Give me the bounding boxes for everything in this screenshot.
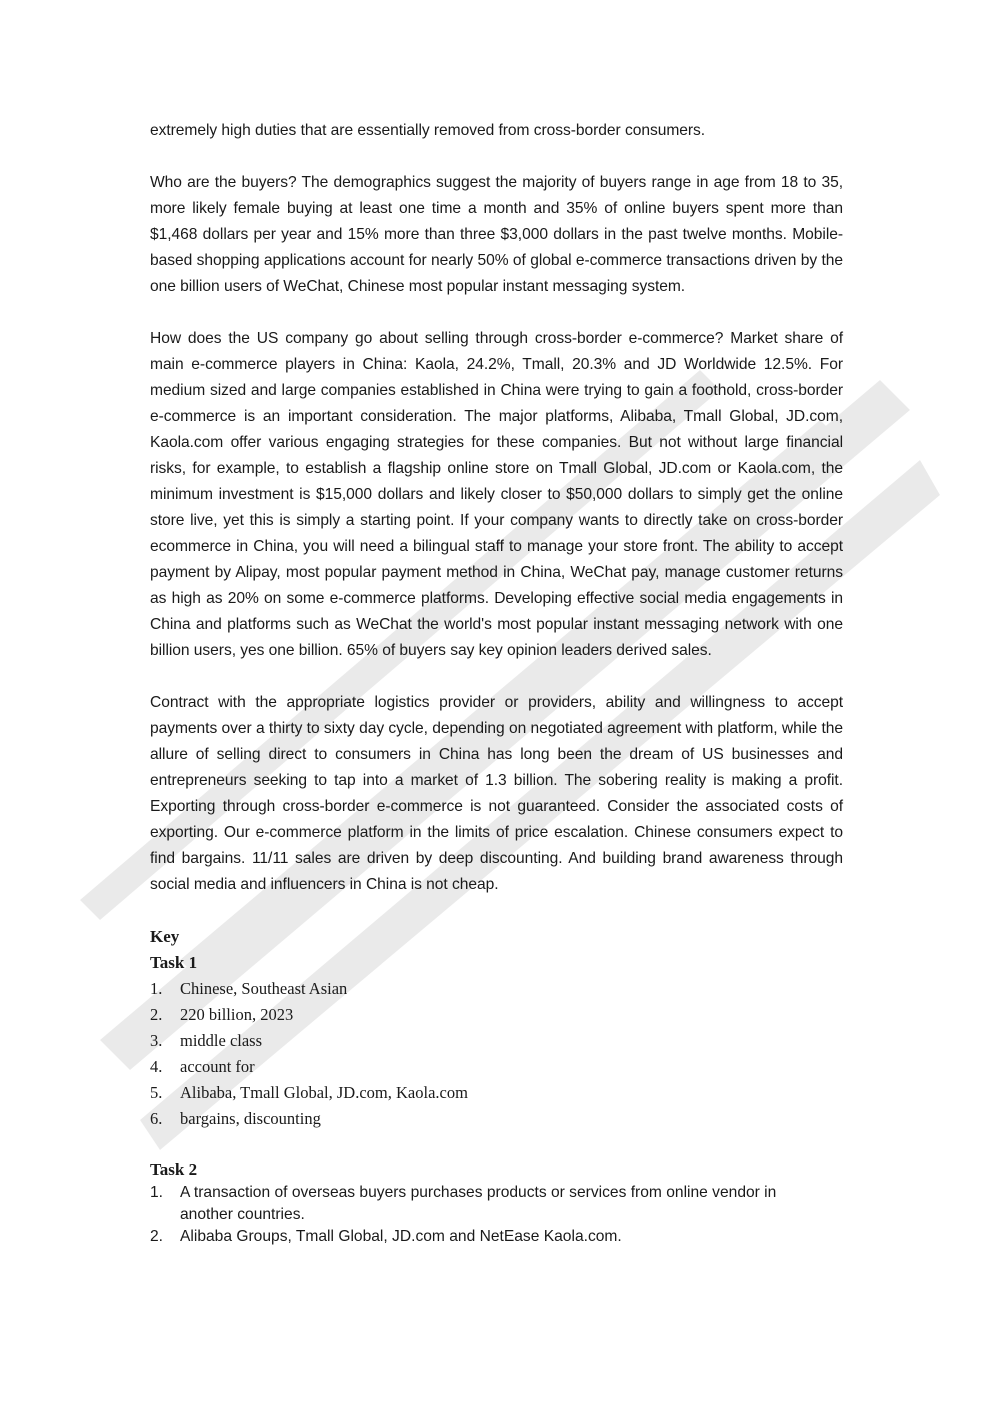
list-item: 2. 220 billion, 2023: [150, 1005, 294, 1024]
document-page: [150, 118, 843, 1248]
list-item: 2. Alibaba Groups, Tmall Global, JD.com and NetEase Kaola.com.: [150, 1228, 622, 1245]
answer-key-section: [150, 924, 843, 1248]
list-item: 1. Chinese, Southeast Asian: [150, 979, 348, 998]
paragraph-duties: extremely high duties that are essentially removed from cross-border consumers.: [150, 122, 706, 139]
list-item: 5. Alibaba, Tmall Global, JD.com, Kaola.com: [150, 1083, 468, 1102]
task2-answer-list: [150, 1182, 843, 1248]
paragraph-buyers: Who are the buyers? The demographics suggest the majority of buyers range in age from 18 to 35, more likely female buying at least one time a month and 35% of online buyers spent more than $1,468 dollars per year and 15% more than three $3,000 dollars in the past twelve months. Mobile-based shopping applications account for nearly 50% of global e-commerce transactions driven by the one billion users of WeChat, Chinese most popular instant messaging system.: [150, 174, 843, 295]
task1-heading: Task 1: [150, 953, 198, 972]
list-item: 3. middle class: [150, 1031, 263, 1050]
task1-answer-list: [150, 976, 843, 1132]
task2-heading: Task 2: [150, 1160, 198, 1179]
key-heading: Key: [150, 927, 180, 946]
list-item: 6. bargains, discounting: [150, 1109, 321, 1128]
paragraph-logistics: Contract with the appropriate logistics provider or providers, ability and willingness to accept payments over a thirty to sixty day cycle, depending on negotiated agreement with platform, while the allure of selling direct to consumers in China has long been the dream of US businesses and entrepreneurs seeking to tap into a market of 1.3 billion. The sobering reality is making a profit. Exporting through cross-border e-commerce is not guaranteed. Consider the associated costs of exporting. Our e-commerce platform in the limits of price escalation. Chinese consumers expect to find bargains. 11/11 sales are driven by deep discounting. And building brand awareness through social media and influencers in China is not cheap.: [150, 694, 843, 893]
list-item: 4. account for: [150, 1057, 255, 1076]
list-item: 1. A transaction of overseas buyers purchases products or services from online vendor in another countries.: [150, 1184, 777, 1223]
paragraph-selling: How does the US company go about selling through cross-border e-commerce? Market share of main e-commerce players in China: Kaola, 24.2%, Tmall, 20.3% and JD Worldwide 12.5%. For medium sized and large companies established in China were trying to gain a foothold, cross-border e-commerce is an important consideration. The major platforms, Alibaba, Tmall Global, JD.com, Kaola.com offer various engaging strategies for these companies. But not without large financial risks, for example, to establish a flagship online store on Tmall Global, JD.com or Kaola.com, the minimum investment is $15,000 dollars and likely closer to $50,000 dollars to simply get the online store live, yet this is simply a starting point. If your company wants to directly take on cross-border ecommerce in China, you will need a bilingual staff to manage your store front. The ability to accept payment by Alipay, most popular payment method in China, WeChat pay, manage customer returns as high as 20% on some e-commerce platforms. Developing effective social media engagements in China and platforms such as WeChat the world's most popular instant messaging network with one billion users, yes one billion. 65% of buyers say key opinion leaders derived sales.: [150, 330, 843, 659]
